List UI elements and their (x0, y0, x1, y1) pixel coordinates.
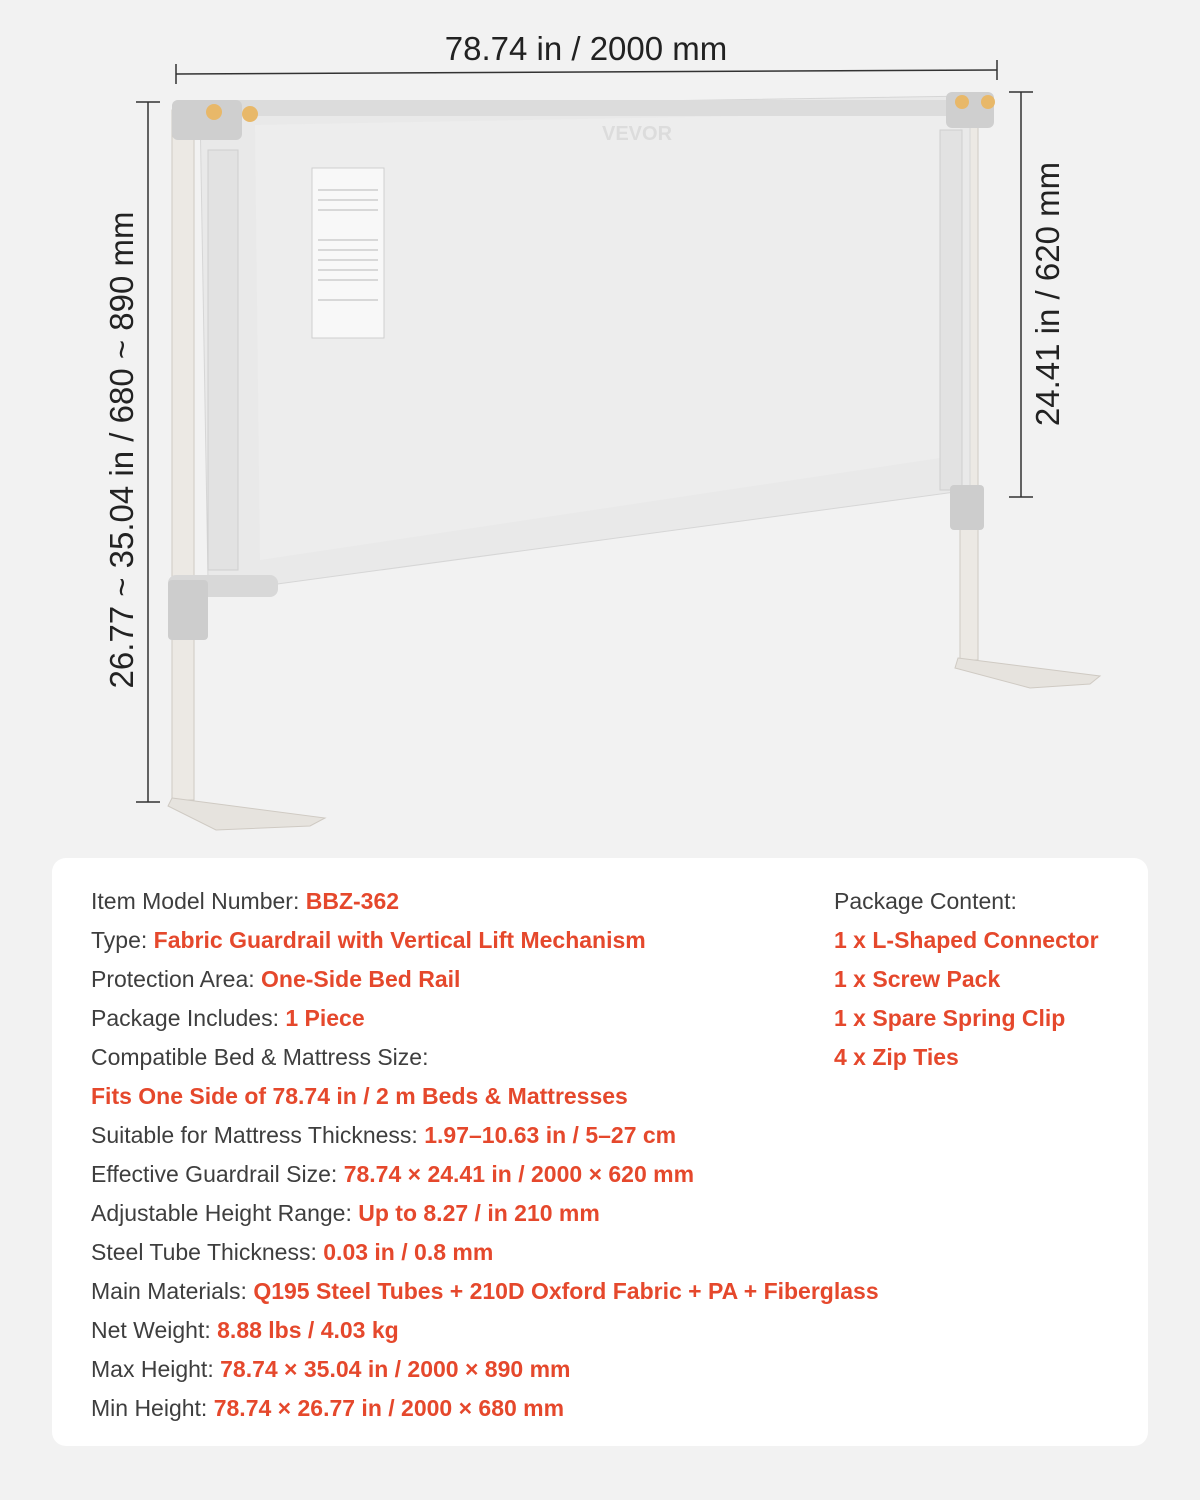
spec-value: Q195 Steel Tubes + 210D Oxford Fabric + PA + Fiberglass (253, 1278, 879, 1304)
spec-list (91, 882, 879, 1428)
spec-row (91, 1350, 879, 1389)
spec-row (91, 1233, 879, 1272)
package-item: 1 x Screw Pack (834, 966, 1001, 992)
spec-label: Compatible Bed & Mattress Size: (91, 1044, 429, 1070)
spec-row (91, 960, 879, 999)
spec-label: Steel Tube Thickness: (91, 1239, 324, 1265)
spec-label: Effective Guardrail Size: (91, 1161, 344, 1187)
spec-label: Suitable for Mattress Thickness: (91, 1122, 425, 1148)
spec-value: 78.74 × 35.04 in / 2000 × 890 mm (220, 1356, 571, 1382)
spec-row (91, 882, 879, 921)
spec-label: Main Materials: (91, 1278, 254, 1304)
spec-value: One-Side Bed Rail (261, 966, 461, 992)
spec-row (91, 1194, 879, 1233)
spec-value: 1 Piece (285, 1005, 365, 1031)
spec-row (91, 1155, 879, 1194)
spec-label: Item Model Number: (91, 888, 306, 914)
spec-row (91, 921, 879, 960)
spec-row (91, 1116, 879, 1155)
spec-row (91, 999, 879, 1038)
package-item: 4 x Zip Ties (834, 1044, 959, 1070)
spec-row (91, 1311, 879, 1350)
spec-label: Protection Area: (91, 966, 262, 992)
spec-label: Package Includes: (91, 1005, 286, 1031)
package-content (834, 882, 1099, 1077)
package-item: 1 x Spare Spring Clip (834, 1005, 1066, 1031)
spec-row (91, 1272, 879, 1311)
vevor-logo: VEVOR (602, 123, 673, 145)
spec-value: Fits One Side of 78.74 in / 2 m Beds & Mattresses (91, 1083, 628, 1109)
spec-row (91, 1038, 879, 1077)
package-content-title: Package Content: (834, 888, 1017, 914)
spec-value: 78.74 × 26.77 in / 2000 × 680 mm (213, 1395, 565, 1421)
spec-label: Min Height: (91, 1395, 214, 1421)
spec-value: BBZ-362 (305, 888, 400, 914)
guardrail (168, 92, 1100, 830)
package-item: 1 x L-Shaped Connector (834, 927, 1099, 953)
spec-value: 8.88 lbs / 4.03 kg (217, 1317, 399, 1343)
height-range-dimension: 26.77 ~ 35.04 in / 680 ~ 890 mm (103, 211, 140, 689)
spec-value: Fabric Guardrail with Vertical Lift Mechanism (153, 927, 646, 953)
width-dimension: 78.74 in / 2000 mm (444, 30, 728, 67)
spec-row (91, 1077, 879, 1116)
spec-value: 78.74 × 24.41 in / 2000 × 620 mm (343, 1161, 695, 1187)
spec-row (91, 1389, 879, 1428)
spec-value: 0.03 in / 0.8 mm (323, 1239, 494, 1265)
spec-label: Adjustable Height Range: (91, 1200, 359, 1226)
spec-value: 1.97–10.63 in / 5–27 cm (424, 1122, 677, 1148)
spec-card (52, 858, 1148, 1446)
spec-label: Net Weight: (91, 1317, 218, 1343)
spec-label: Max Height: (91, 1356, 221, 1382)
spec-label: Type: (91, 927, 154, 953)
guardrail-height-dimension: 24.41 in / 620 mm (1029, 161, 1066, 427)
spec-value: Up to 8.27 / in 210 mm (358, 1200, 600, 1226)
